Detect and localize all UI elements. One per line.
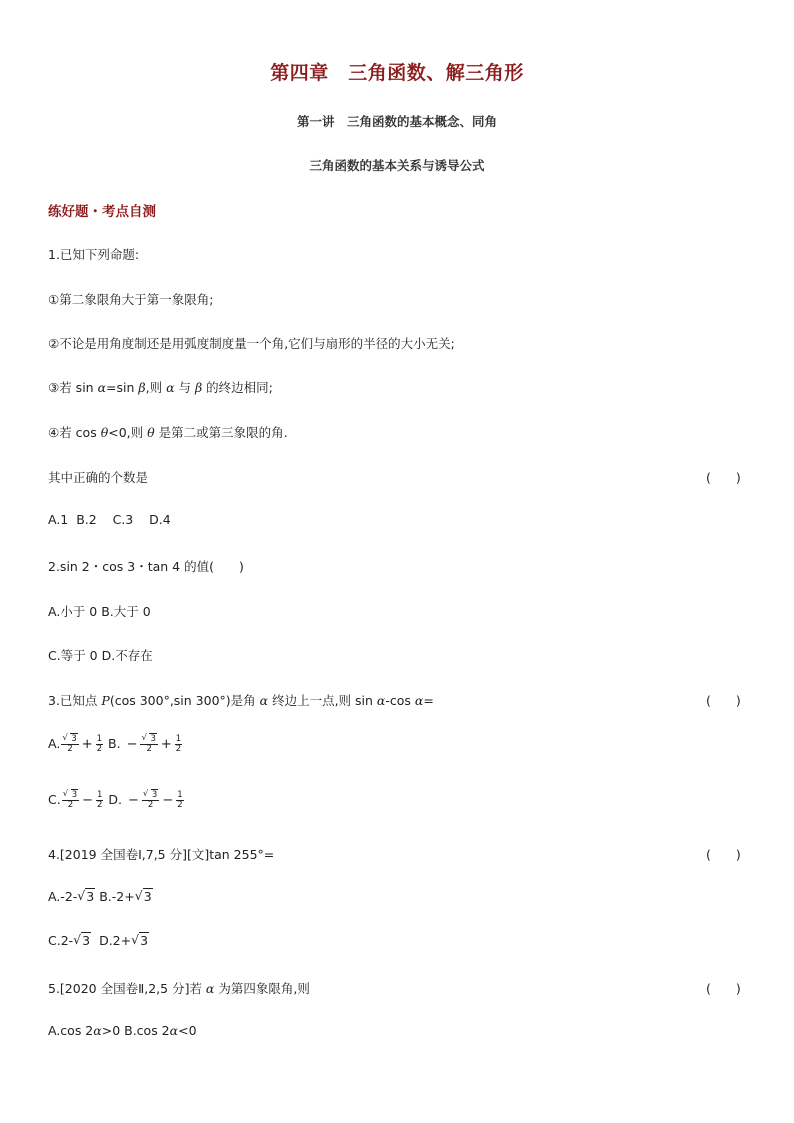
theta-symbol: θ — [147, 425, 155, 440]
fraction-sqrt3-over-2 — [62, 791, 79, 810]
option-d-label: D.2+ — [91, 933, 132, 948]
q3-answer-paren: ( ) — [706, 693, 741, 708]
q5-stem — [48, 979, 310, 997]
q1-p3-text: ,则 — [145, 380, 167, 395]
denominator: 2 — [96, 744, 103, 754]
q5-answer-paren: ( ) — [706, 981, 741, 996]
radicand: 3 — [140, 933, 149, 948]
denominator: 2 — [175, 744, 182, 754]
q1-p4-text: 是第二或第三象限的角. — [154, 425, 288, 440]
q1-options: A.1 B.2 C.3 D.4 — [48, 512, 171, 527]
q3-text: 终边上一点,则 sin — [268, 693, 377, 708]
sqrt-3 — [135, 889, 153, 904]
radicand: 3 — [86, 889, 95, 904]
q5-options — [48, 1023, 197, 1038]
lesson-subtitle-line2: 三角函数的基本关系与诱导公式 — [309, 158, 485, 173]
radicand: 3 — [150, 734, 156, 744]
numerator: 1 — [175, 734, 182, 744]
denominator: 2 — [147, 800, 154, 810]
numerator: 1 — [96, 734, 103, 744]
option-c-label: C. — [48, 792, 61, 807]
q4-options-cd — [48, 933, 149, 948]
chapter-title: 第四章 三角函数、解三角形 — [270, 62, 524, 84]
q1-p3-text: ③若 sin — [48, 380, 98, 395]
alpha-symbol: α — [376, 693, 386, 708]
option-a-label: A. — [48, 736, 61, 751]
alpha-symbol: α — [97, 380, 107, 395]
sqrt-3 — [73, 933, 91, 948]
q2-stem: 2.sin 2・cos 3・tan 4 的值( ) — [48, 559, 244, 574]
plus-sign: + — [160, 737, 172, 752]
q2-options-cd: C.等于 0 D.不存在 — [48, 648, 153, 663]
q2-options-ab: A.小于 0 B.大于 0 — [48, 604, 151, 619]
option-b-label: B.-2+ — [95, 889, 135, 904]
fraction-sqrt3-over-2 — [61, 735, 78, 754]
numerator: 1 — [177, 790, 183, 800]
fraction-1-over-2 — [175, 735, 182, 754]
fraction-1-over-2 — [176, 791, 183, 810]
minus-sign: − — [128, 793, 139, 808]
option-b-label: >0 B.cos 2 — [101, 1023, 170, 1038]
radicand: 3 — [143, 889, 152, 904]
option-a-label: A.cos 2 — [48, 1023, 94, 1038]
alpha-symbol: α — [414, 693, 424, 708]
alpha-symbol: α — [93, 1023, 102, 1038]
q1-proposition-3 — [48, 378, 273, 396]
option-c-label: C.2- — [48, 933, 74, 948]
q1-stem: 1.已知下列命题: — [48, 247, 140, 262]
point-p-symbol: P — [101, 693, 110, 708]
q3-text: (cos 300°,sin 300°)是角 — [109, 693, 260, 708]
fraction-1-over-2 — [96, 735, 103, 754]
q5-text: 5.[2020 全国卷Ⅱ,2,5 分]若 — [48, 981, 206, 996]
option-d-label: D. — [104, 792, 126, 807]
q4-options-ab — [48, 889, 153, 904]
minus-sign: − — [82, 793, 94, 808]
alpha-symbol: α — [205, 981, 215, 996]
q4-stem: 4.[2019 全国卷Ⅰ,7,5 分][文]tan 255°= — [48, 847, 275, 862]
radicand: 3 — [151, 790, 158, 800]
denominator: 2 — [97, 800, 103, 810]
q3-text: -cos — [385, 693, 415, 708]
fraction-1-over-2 — [96, 791, 103, 810]
q3-options-cd — [48, 791, 185, 810]
sqrt-3 — [131, 933, 149, 948]
q1-ask: 其中正确的个数是 — [48, 470, 149, 485]
numerator: 1 — [97, 790, 103, 800]
beta-symbol: β — [138, 380, 146, 395]
q1-answer-paren: ( ) — [706, 470, 741, 485]
lesson-subtitle-line1: 第一讲 三角函数的基本概念、同角 — [296, 114, 497, 129]
q1-proposition-2: ②不论是用角度制还是用弧度制度量一个角,它们与扇形的半径的大小无关; — [48, 336, 455, 351]
q4-answer-paren: ( ) — [706, 847, 741, 862]
q1-p3-text: 的终边相同; — [202, 380, 273, 395]
sqrt-3 — [77, 889, 95, 904]
denominator: 2 — [67, 800, 74, 810]
q1-proposition-1: ①第二象限角大于第一象限角; — [48, 292, 214, 307]
q3-stem — [48, 691, 434, 709]
q1-p3-text: 与 — [174, 380, 195, 395]
q3-options-ab — [48, 735, 183, 754]
alpha-symbol: α — [169, 1023, 179, 1038]
q3-text: = — [423, 693, 434, 708]
q1-p3-text: =sin — [106, 380, 139, 395]
beta-symbol: β — [194, 380, 203, 395]
radicand: 3 — [82, 933, 91, 948]
alpha-symbol: α — [166, 380, 175, 395]
minus-sign: − — [162, 793, 174, 808]
denominator: 2 — [177, 800, 183, 810]
radicand: 3 — [71, 790, 78, 800]
option-b-label: B. — [104, 736, 125, 751]
section-title: 练好题・考点自测 — [48, 204, 156, 220]
q5-text: <0 — [178, 1023, 197, 1038]
theta-symbol: θ — [100, 425, 109, 440]
denominator: 2 — [146, 744, 152, 754]
denominator: 2 — [67, 744, 73, 754]
fraction-sqrt3-over-2 — [140, 735, 157, 754]
q3-text: 3.已知点 — [48, 693, 102, 708]
q1-p4-text: ④若 cos — [48, 425, 101, 440]
alpha-symbol: α — [259, 693, 269, 708]
q5-text: 为第四象限角,则 — [214, 981, 310, 996]
q1-proposition-4 — [48, 423, 288, 441]
radicand: 3 — [71, 734, 77, 744]
fraction-sqrt3-over-2 — [142, 791, 159, 810]
plus-sign: + — [81, 737, 93, 752]
option-a-label: A.-2- — [48, 889, 78, 904]
minus-sign: − — [126, 737, 138, 752]
q1-p4-text: <0,则 — [108, 425, 148, 440]
